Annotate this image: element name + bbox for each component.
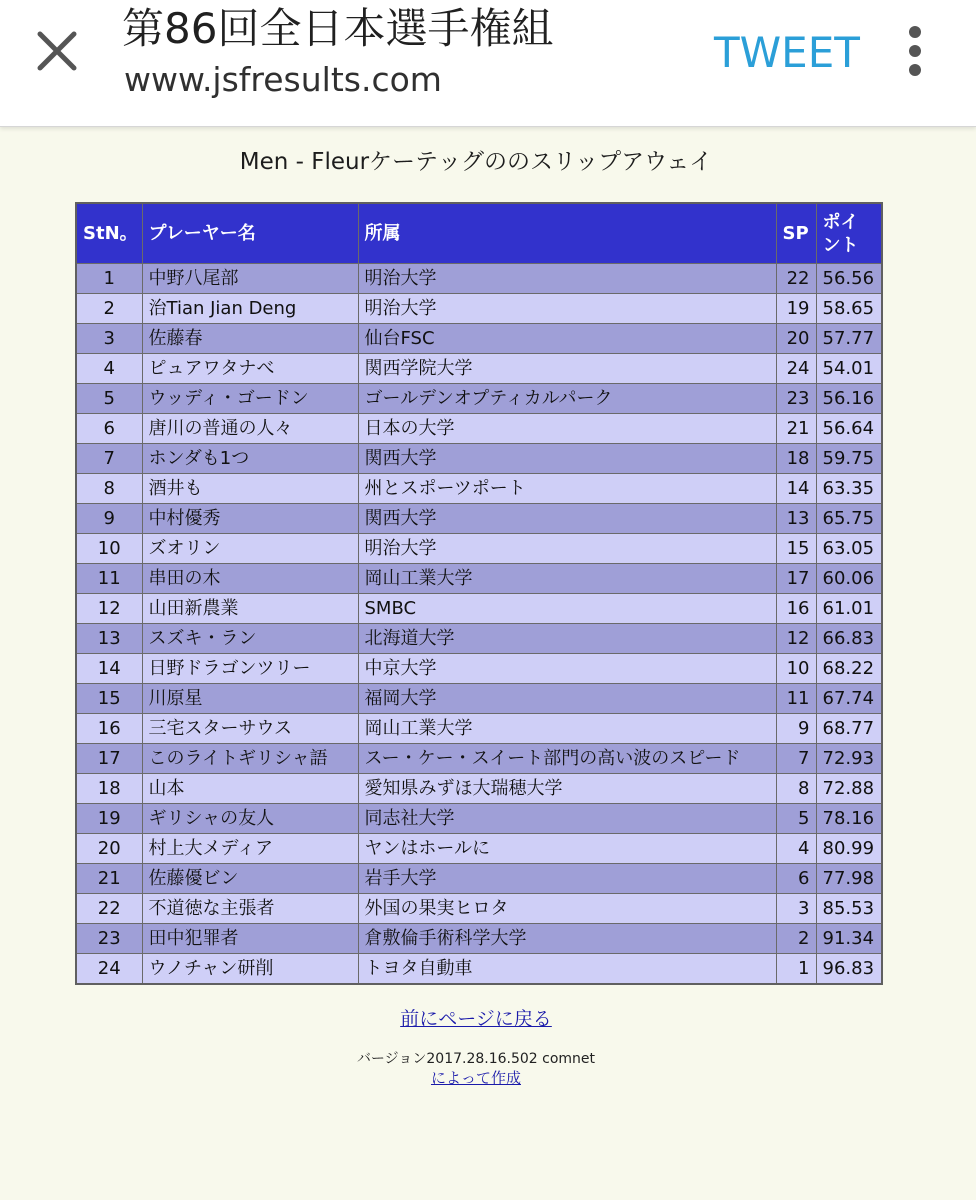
cell-points: 96.83 bbox=[816, 954, 882, 985]
table-row bbox=[76, 444, 882, 474]
cell-player-name: 田中犯罪者 bbox=[142, 924, 358, 954]
cell-player-name: 中野八尾部 bbox=[142, 264, 358, 294]
cell-club: 関西学院大学 bbox=[358, 354, 776, 384]
cell-sp: 24 bbox=[776, 354, 816, 384]
close-icon bbox=[30, 26, 86, 78]
cell-player-name: スズキ・ラン bbox=[142, 624, 358, 654]
cell-sp: 14 bbox=[776, 474, 816, 504]
cell-sp: 15 bbox=[776, 534, 816, 564]
cell-sp: 5 bbox=[776, 804, 816, 834]
cell-club: ゴールデンオプティカルパーク bbox=[358, 384, 776, 414]
cell-points: 56.16 bbox=[816, 384, 882, 414]
cell-points: 61.01 bbox=[816, 594, 882, 624]
cell-points: 80.99 bbox=[816, 834, 882, 864]
cell-points: 57.77 bbox=[816, 324, 882, 354]
cell-rank: 15 bbox=[76, 684, 142, 714]
cell-sp: 4 bbox=[776, 834, 816, 864]
cell-player-name: 三宅スターサウス bbox=[142, 714, 358, 744]
cell-rank: 22 bbox=[76, 894, 142, 924]
cell-points: 58.65 bbox=[816, 294, 882, 324]
cell-club: 明治大学 bbox=[358, 264, 776, 294]
cell-club: 日本の大学 bbox=[358, 414, 776, 444]
column-header-points: ポイント bbox=[816, 203, 882, 264]
cell-player-name: 酒井も bbox=[142, 474, 358, 504]
more-vert-icon[interactable] bbox=[898, 26, 932, 76]
cell-points: 66.83 bbox=[816, 624, 882, 654]
table-row bbox=[76, 864, 882, 894]
table-row bbox=[76, 684, 882, 714]
cell-club: 中京大学 bbox=[358, 654, 776, 684]
cell-sp: 17 bbox=[776, 564, 816, 594]
cell-player-name: 日野ドラゴンツリー bbox=[142, 654, 358, 684]
table-row bbox=[76, 834, 882, 864]
table-row bbox=[76, 474, 882, 504]
cell-club: 仙台FSC bbox=[358, 324, 776, 354]
results-body bbox=[76, 264, 882, 985]
cell-rank: 7 bbox=[76, 444, 142, 474]
cell-sp: 13 bbox=[776, 504, 816, 534]
cell-club: 倉敷倫手術科学大学 bbox=[358, 924, 776, 954]
cell-points: 68.22 bbox=[816, 654, 882, 684]
cell-points: 67.74 bbox=[816, 684, 882, 714]
cell-rank: 8 bbox=[76, 474, 142, 504]
cell-sp: 20 bbox=[776, 324, 816, 354]
cell-sp: 6 bbox=[776, 864, 816, 894]
cell-sp: 10 bbox=[776, 654, 816, 684]
results-heading: Men - Fleurケーテッグののスリップアウェイ bbox=[239, 149, 713, 175]
cell-rank: 16 bbox=[76, 714, 142, 744]
cell-player-name: 山本 bbox=[142, 774, 358, 804]
cell-rank: 5 bbox=[76, 384, 142, 414]
cell-sp: 22 bbox=[776, 264, 816, 294]
cell-club: 岡山工業大学 bbox=[358, 714, 776, 744]
cell-rank: 19 bbox=[76, 804, 142, 834]
cell-player-name: 治Tian Jian Deng bbox=[142, 294, 358, 324]
cell-rank: 17 bbox=[76, 744, 142, 774]
top-app-bar bbox=[0, 0, 976, 127]
cell-player-name: 村上大メディア bbox=[142, 834, 358, 864]
cell-club: 明治大学 bbox=[358, 294, 776, 324]
credit-link[interactable]: によって作成 bbox=[430, 1069, 521, 1087]
credit-link-container bbox=[0, 1069, 952, 1088]
cell-points: 91.34 bbox=[816, 924, 882, 954]
cell-player-name: ウッディ・ゴードン bbox=[142, 384, 358, 414]
table-row bbox=[76, 294, 882, 324]
page-url: www.jsfresults.com bbox=[124, 60, 442, 99]
cell-rank: 4 bbox=[76, 354, 142, 384]
cell-rank: 6 bbox=[76, 414, 142, 444]
tweet-button[interactable]: TWEET bbox=[714, 28, 860, 77]
cell-points: 60.06 bbox=[816, 564, 882, 594]
cell-club: 北海道大学 bbox=[358, 624, 776, 654]
cell-rank: 23 bbox=[76, 924, 142, 954]
cell-rank: 10 bbox=[76, 534, 142, 564]
cell-player-name: 山田新農業 bbox=[142, 594, 358, 624]
cell-sp: 2 bbox=[776, 924, 816, 954]
cell-player-name: ピュアワタナべ bbox=[142, 354, 358, 384]
page-title: 第86回全日本選手権組 bbox=[122, 4, 554, 53]
cell-player-name: ギリシャの友人 bbox=[142, 804, 358, 834]
cell-rank: 9 bbox=[76, 504, 142, 534]
cell-player-name: 串田の木 bbox=[142, 564, 358, 594]
close-button[interactable] bbox=[30, 26, 86, 78]
table-row bbox=[76, 744, 882, 774]
cell-club: スー・ケー・スイート部門の高い波のスピード bbox=[358, 744, 776, 774]
cell-club: 岡山工業大学 bbox=[358, 564, 776, 594]
cell-sp: 8 bbox=[776, 774, 816, 804]
table-row bbox=[76, 804, 882, 834]
cell-rank: 13 bbox=[76, 624, 142, 654]
cell-points: 85.53 bbox=[816, 894, 882, 924]
cell-points: 56.64 bbox=[816, 414, 882, 444]
cell-sp: 12 bbox=[776, 624, 816, 654]
cell-points: 72.88 bbox=[816, 774, 882, 804]
cell-points: 78.16 bbox=[816, 804, 882, 834]
table-row bbox=[76, 714, 882, 744]
cell-rank: 2 bbox=[76, 294, 142, 324]
cell-rank: 3 bbox=[76, 324, 142, 354]
results-table bbox=[75, 202, 883, 985]
cell-rank: 18 bbox=[76, 774, 142, 804]
cell-points: 63.35 bbox=[816, 474, 882, 504]
cell-sp: 11 bbox=[776, 684, 816, 714]
cell-sp: 9 bbox=[776, 714, 816, 744]
version-text: バージョン2017.28.16.502 comnet bbox=[356, 1051, 596, 1067]
cell-player-name: 唐川の普通の人々 bbox=[142, 414, 358, 444]
table-row bbox=[76, 354, 882, 384]
cell-rank: 24 bbox=[76, 954, 142, 985]
cell-points: 56.56 bbox=[816, 264, 882, 294]
table-row bbox=[76, 564, 882, 594]
table-row bbox=[76, 594, 882, 624]
table-row bbox=[76, 384, 882, 414]
cell-sp: 16 bbox=[776, 594, 816, 624]
cell-club: 関西大学 bbox=[358, 504, 776, 534]
cell-player-name: ウノチャン研削 bbox=[142, 954, 358, 985]
cell-club: 関西大学 bbox=[358, 444, 776, 474]
cell-points: 54.01 bbox=[816, 354, 882, 384]
table-row bbox=[76, 654, 882, 684]
cell-player-name: ズオリン bbox=[142, 534, 358, 564]
cell-club: 州とスポーツポート bbox=[358, 474, 776, 504]
cell-points: 63.05 bbox=[816, 534, 882, 564]
cell-rank: 12 bbox=[76, 594, 142, 624]
table-header-row bbox=[76, 203, 882, 264]
cell-sp: 7 bbox=[776, 744, 816, 774]
cell-points: 68.77 bbox=[816, 714, 882, 744]
table-row bbox=[76, 624, 882, 654]
cell-player-name: 不道徳な主張者 bbox=[142, 894, 358, 924]
cell-sp: 18 bbox=[776, 444, 816, 474]
column-header-player: プレーヤー名 bbox=[142, 203, 358, 264]
cell-club: 愛知県みずほ大瑞穂大学 bbox=[358, 774, 776, 804]
cell-sp: 19 bbox=[776, 294, 816, 324]
column-header-sp: SP bbox=[776, 203, 816, 264]
cell-sp: 23 bbox=[776, 384, 816, 414]
cell-player-name: 佐藤春 bbox=[142, 324, 358, 354]
column-header-club: 所属 bbox=[358, 203, 776, 264]
cell-player-name: 佐藤優ビン bbox=[142, 864, 358, 894]
table-row bbox=[76, 954, 882, 985]
table-row bbox=[76, 534, 882, 564]
cell-points: 59.75 bbox=[816, 444, 882, 474]
cell-points: 72.93 bbox=[816, 744, 882, 774]
cell-rank: 11 bbox=[76, 564, 142, 594]
column-header-stn: StN。 bbox=[76, 203, 142, 264]
cell-sp: 21 bbox=[776, 414, 816, 444]
cell-rank: 14 bbox=[76, 654, 142, 684]
cell-player-name: ホンダも1つ bbox=[142, 444, 358, 474]
cell-club: 明治大学 bbox=[358, 534, 776, 564]
cell-points: 77.98 bbox=[816, 864, 882, 894]
cell-player-name: このライトギリシャ語 bbox=[142, 744, 358, 774]
cell-rank: 1 bbox=[76, 264, 142, 294]
cell-club: トヨタ自動車 bbox=[358, 954, 776, 985]
cell-points: 65.75 bbox=[816, 504, 882, 534]
table-row bbox=[76, 324, 882, 354]
cell-club: 岩手大学 bbox=[358, 864, 776, 894]
table-row bbox=[76, 774, 882, 804]
cell-rank: 20 bbox=[76, 834, 142, 864]
cell-sp: 1 bbox=[776, 954, 816, 985]
table-row bbox=[76, 414, 882, 444]
table-row bbox=[76, 924, 882, 954]
cell-player-name: 川原星 bbox=[142, 684, 358, 714]
table-row bbox=[76, 894, 882, 924]
back-link-container bbox=[0, 1006, 952, 1032]
cell-club: 福岡大学 bbox=[358, 684, 776, 714]
back-link[interactable]: 前にページに戻る bbox=[400, 1008, 552, 1030]
cell-club: ヤンはホールに bbox=[358, 834, 776, 864]
cell-club: 同志社大学 bbox=[358, 804, 776, 834]
cell-sp: 3 bbox=[776, 894, 816, 924]
cell-rank: 21 bbox=[76, 864, 142, 894]
cell-player-name: 中村優秀 bbox=[142, 504, 358, 534]
cell-club: 外国の果実ヒロタ bbox=[358, 894, 776, 924]
table-row bbox=[76, 504, 882, 534]
cell-club: SMBC bbox=[358, 594, 776, 624]
table-row bbox=[76, 264, 882, 294]
